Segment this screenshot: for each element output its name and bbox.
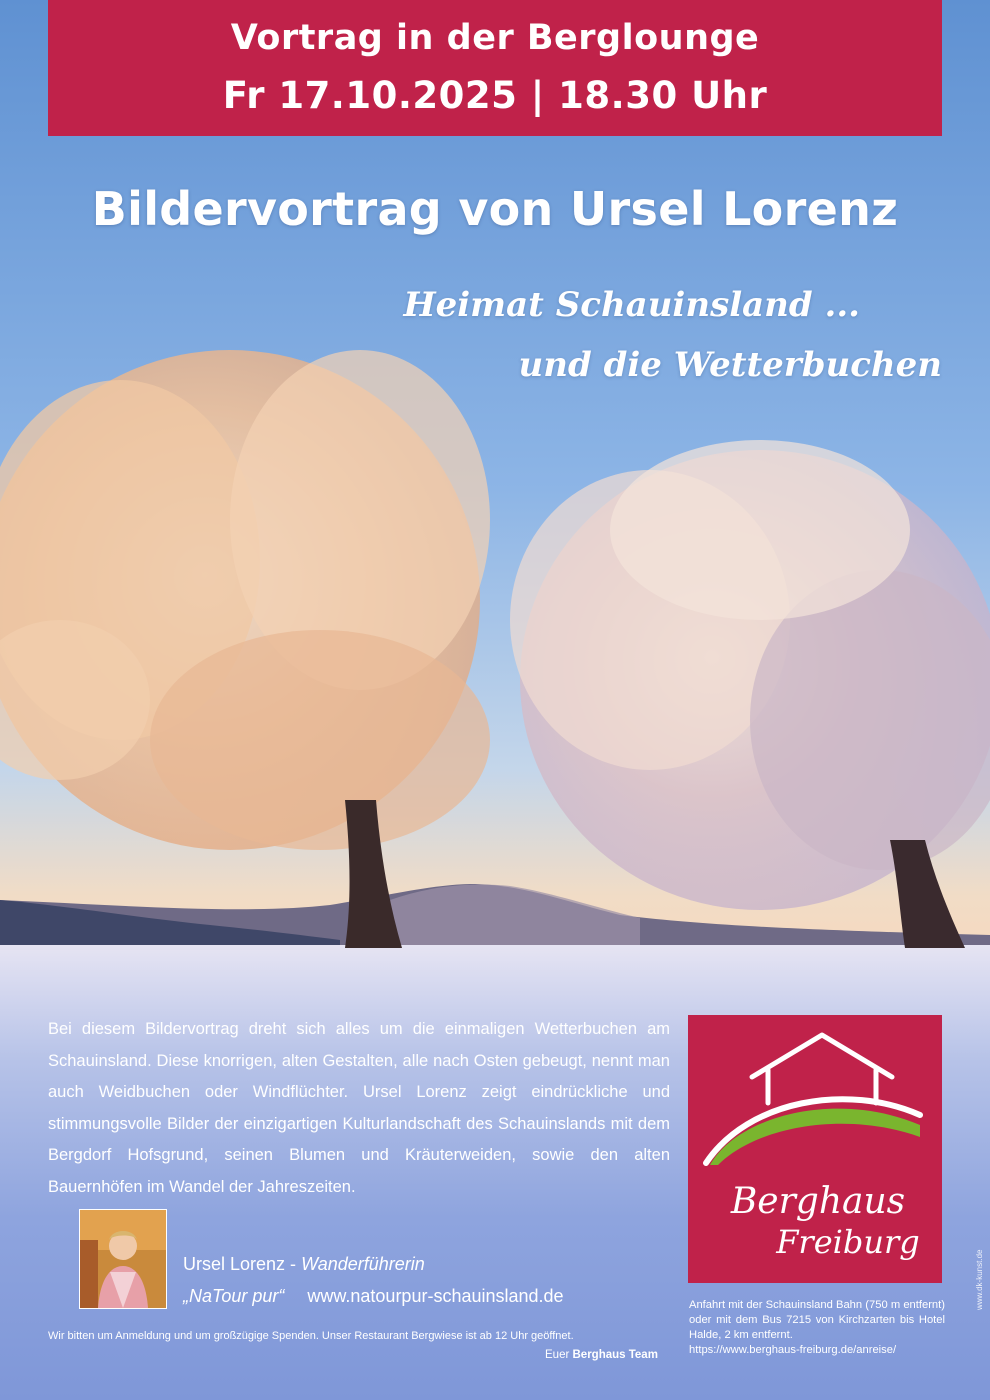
subtitle-line-1: Heimat Schauinsland ...	[403, 285, 860, 325]
signature-team: Berghaus Team	[572, 1349, 658, 1361]
event-banner	[48, 0, 942, 136]
signature-prefix: Euer	[545, 1349, 570, 1361]
registration-note: Wir bitten um Anmeldung und um großzügige Spenden. Unser Restaurant Bergwiese ist ab 12 Uhr geöffnet.	[48, 1330, 574, 1342]
designer-credit: www.dk-kunst.de	[975, 1249, 984, 1310]
directions-link[interactable]: https://www.berghaus-freiburg.de/anreise/	[689, 1344, 897, 1356]
speaker-portrait	[79, 1209, 167, 1309]
banner-date-time: Fr 17.10.2025 | 18.30 Uhr	[222, 74, 768, 117]
speaker-links	[183, 1286, 564, 1307]
logo-line-1: Berghaus	[730, 1181, 906, 1222]
directions	[689, 1298, 945, 1358]
banner-venue: Vortrag in der Berglounge	[230, 18, 760, 58]
page-title: Bildervortrag von Ursel Lorenz	[91, 182, 899, 236]
speaker-role: Wanderführerin	[301, 1254, 425, 1274]
signature	[545, 1349, 658, 1361]
directions-text: Anfahrt mit der Schauinsland Bahn (750 m entfernt) oder mit dem Bus 7215 von Kirchzarten bis Hotel Halde, 2 km entfernt.	[689, 1299, 945, 1341]
berghaus-logo	[688, 1015, 942, 1283]
speaker-caption	[183, 1254, 425, 1275]
speaker-website-link[interactable]: www.natourpur-schauinsland.de	[307, 1286, 564, 1306]
white-hill-arc	[706, 1099, 920, 1163]
speaker-brand: „NaTour pur“	[183, 1286, 285, 1306]
house-roof-icon	[752, 1035, 892, 1103]
event-description: Bei diesem Bildervortrag dreht sich alles um die einmaligen Wetterbuchen am Schauinsland. Diese knorrigen, alten Gestalten, alle nach Osten gebeugt, nennt man auch Weidbuchen oder Windflüchter. Ursel Lorenz zeigt eindrückliche und stimmungsvolle Bilder der einzigartigen Kulturlandschaft des Schauinslands mit dem Bergdorf Hofsgrund, seinen Blumen und Kräuterweiden, sowie den alten Bauernhöfen im Wandel der Jahreszeiten.	[48, 1020, 670, 1196]
speaker-name: Ursel Lorenz -	[183, 1254, 297, 1274]
green-meadow-arc	[710, 1109, 920, 1165]
logo-line-2: Freiburg	[776, 1223, 920, 1261]
subtitle-line-2: und die Wetterbuchen	[518, 345, 942, 385]
